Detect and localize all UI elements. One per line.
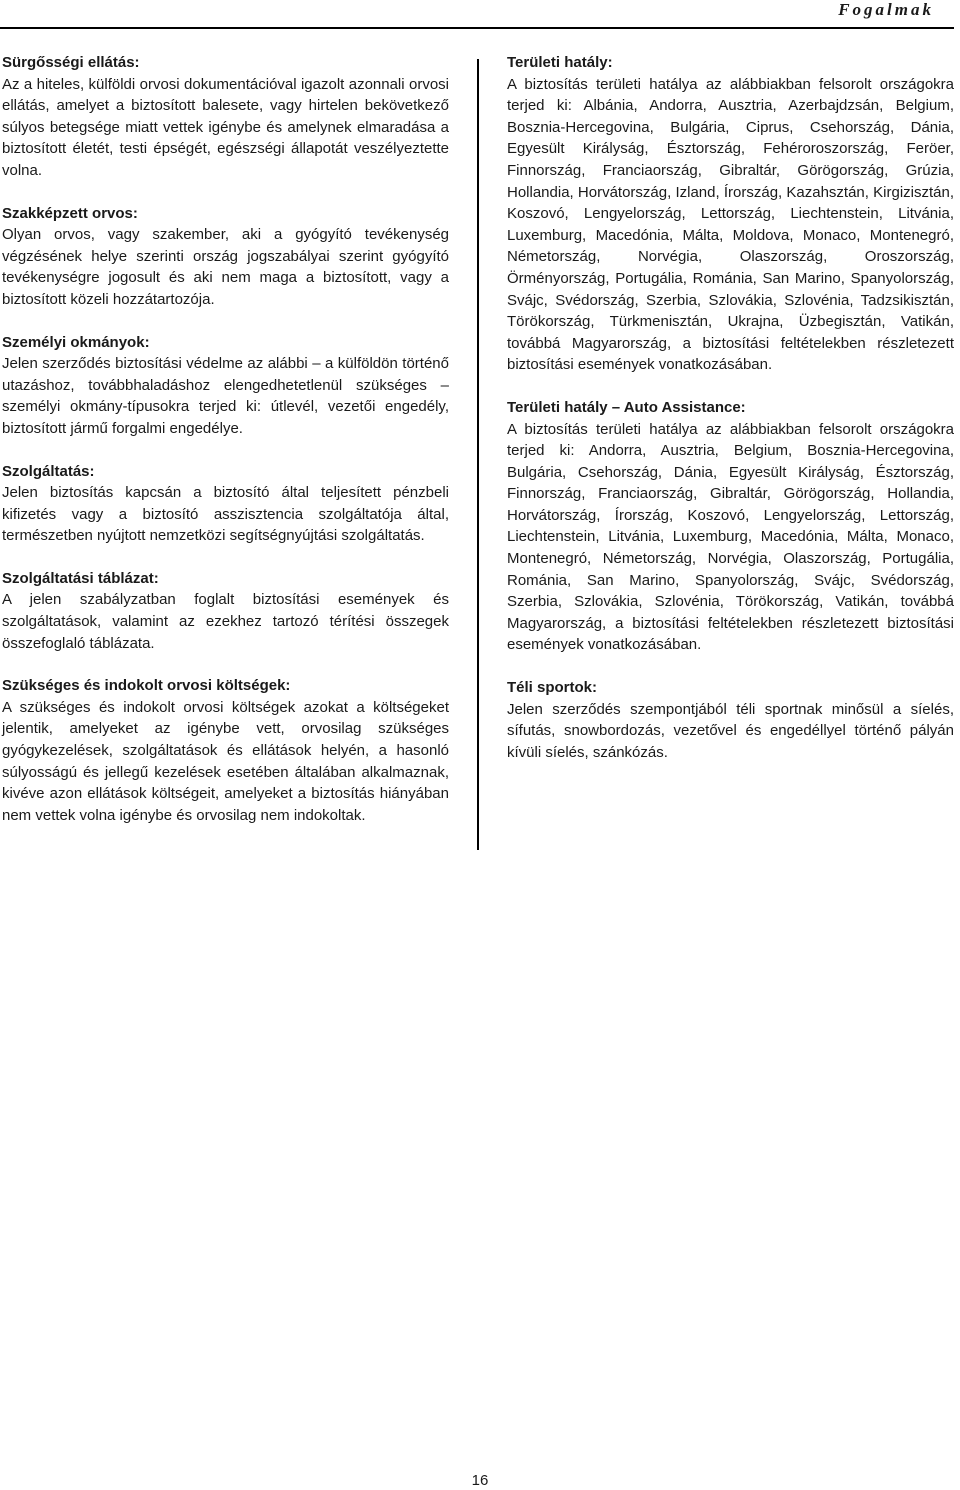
section-heading: Szükséges és indokolt orvosi költségek: bbox=[2, 677, 291, 695]
section-heading: Személyi okmányok: bbox=[2, 333, 150, 351]
section-heading: Területi hatály: bbox=[507, 54, 613, 71]
left-column bbox=[2, 52, 449, 847]
section-body: A biztosítás területi hatálya az alábbiakban felsorolt országokra terjed ki: Albánia, Andorra, Ausztria, Azerbajdzsán, Belgium, Bosznia-Hercegovina, Bulgária, Ciprus, Csehország, Dánia, Egyesült Királyság, Észtország, Fehéroroszország, Feröer, Finnország, Franciaország, Gibraltár, Görögország, Grúzia, Hollandia, Horvátország, Izland, Írország, Kazahsztán, Kirgizisztán, Koszovó, Lengyelország, Lettország, Liechtenstein, Litvánia, Luxemburg, Macedónia, Málta, Moldova, Monaco, Montenegró, Németország, Norvégia, Olaszország, Oroszország, Örményország, Portugália, Románia, San Marino, Spanyolország, Svájc, Svédország, Szerbia, Szlovákia, Szlovénia, Tadzsikisztán, Törökország, Türkmenisztán, Ukrajna, Üzbegisztán, Vatikán, továbbá Magyarország, a biztosítási feltételekben részletezett biztosítási események vonatkozásában. bbox=[507, 75, 954, 374]
section-body: Jelen szerződés biztosítási védelme az alábbi – a külföldön történő utazáshoz, továbbhaladáshoz elengedhetetlenül szükséges – személyi okmány-típusokra terjed ki: útlevél, vezetői engedély, biztosított jármű forgalmi engedélye. bbox=[2, 355, 449, 437]
section-winter-sports bbox=[507, 677, 954, 763]
section-body: Olyan orvos, vagy szakember, aki a gyógyító tevékenység végzésének helye szerinti ország jogszabályai szerint gyógyító tevékenységre jogosult és aki nem maga a biztosított, vagy a biztosított közeli hozzátartozója. bbox=[2, 226, 449, 308]
section-heading: Téli sportok: bbox=[507, 679, 598, 697]
section-body: A jelen szabályzatban foglalt biztosítási események és szolgáltatások, valamint az ezekhez tartozó térítési összegek összefoglaló táblázata. bbox=[2, 591, 449, 652]
section-body: A biztosítás területi hatálya az alábbiakban felsorolt országokra terjed ki: Andorra, Ausztria, Belgium, Bosznia-Hercegovina, Bulgária, Csehország, Dánia, Egyesült Királyság, Észtország, Finnország, Franciaország, Gibraltár, Görögország, Hollandia, Horvátország, Írország, Koszovó, Lengyelország, Lettország, Liechtenstein, Litvánia, Luxemburg, Macedónia, Málta, Monaco, Montenegró, Németország, Norvégia, Olaszország, Portugália, Románia, San Marino, Spanyolország, Svájc, Svédország, Szerbia, Szlovákia, Szlovénia, Törökország, Vatikán, továbbá Magyarország, a biztosítási feltételekben részletezett biztosítási események vonatkozásában. bbox=[507, 420, 954, 654]
header-rule bbox=[0, 27, 954, 29]
section-body: Az a hiteles, külföldi orvosi dokumentációval igazolt azonnali orvosi ellátás, amelyet a biztosított balesete, vagy hirtelen bekövetkező súlyos betegsége miatt vettek igénybe és amelynek elmaradása a biztosított életét, testi épségét, egészségi állapotát veszélyeztette volna. bbox=[2, 75, 449, 179]
section-body: Jelen szerződés szempontjából téli sportnak minősül a síelés, sífutás, snowbordozás, vezetővel és engedéllyel történő pályán kívüli síelés, szánkózás. bbox=[507, 700, 954, 761]
section-medical-costs bbox=[2, 675, 449, 826]
running-header-title: Fogalmak bbox=[838, 0, 934, 19]
section-personal-documents bbox=[2, 332, 449, 440]
section-body: A szükséges és indokolt orvosi költségek azokat a költségeket jelentik, amelyeket az igénybe vett, orvosilag szükséges gyógykezelések, szolgáltatások és ellátások helyén, a hasonló súlyosságú és jellegű kezelések esetében általában alkalmaznak, kivéve azon ellátások költségeit, amelyeket a biztosítás hiányában nem vettek volna igénybe és orvosilag nem indokoltak. bbox=[2, 698, 449, 824]
section-heading: Szakképzett orvos: bbox=[2, 204, 138, 222]
section-heading: Szolgáltatási táblázat: bbox=[2, 569, 159, 587]
right-column bbox=[507, 52, 954, 784]
section-service-table bbox=[2, 568, 449, 654]
section-heading: Szolgáltatás: bbox=[2, 462, 95, 480]
section-emergency-care bbox=[2, 52, 449, 182]
page-number: 16 bbox=[471, 1472, 489, 1489]
section-service bbox=[2, 461, 449, 547]
section-heading: Területi hatály – Auto Assistance: bbox=[507, 398, 746, 416]
section-territorial-scope-auto-assistance bbox=[507, 397, 954, 656]
section-territorial-scope bbox=[507, 52, 954, 376]
section-qualified-doctor bbox=[2, 203, 449, 311]
section-heading: Sürgősségi ellátás: bbox=[2, 54, 140, 71]
section-body: Jelen biztosítás kapcsán a biztosító által teljesített pénzbeli kifizetés vagy a biztosító asszisztencia szolgáltatója által, természetben nyújtott nemzetközi segítségnyújtási szolgáltatás. bbox=[2, 484, 449, 545]
column-divider bbox=[477, 59, 479, 850]
